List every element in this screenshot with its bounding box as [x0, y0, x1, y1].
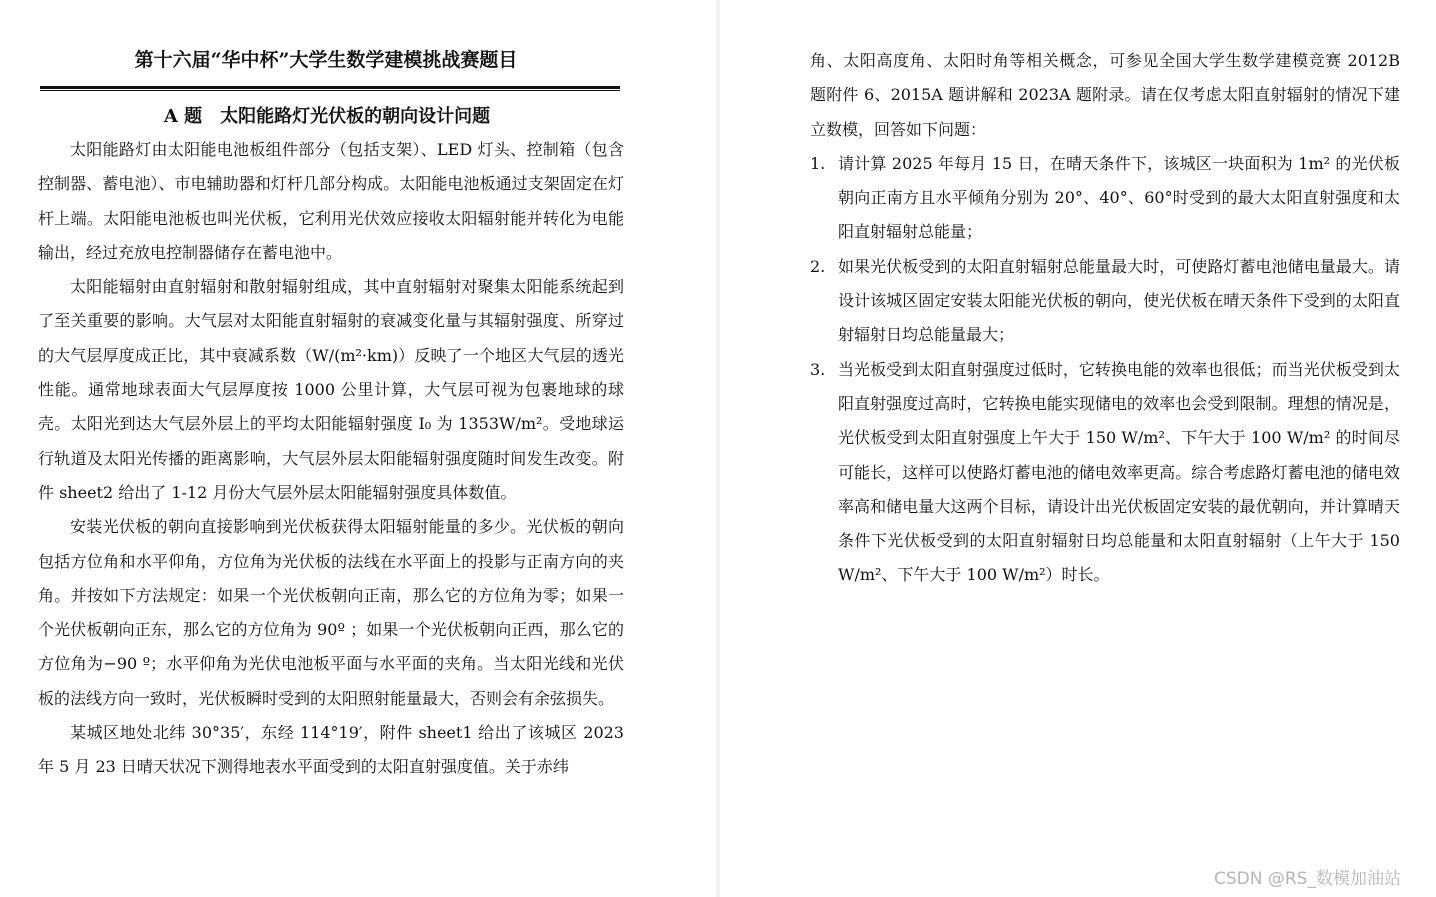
question-item [810, 250, 1400, 353]
question-number: 3. [810, 359, 826, 379]
contest-title: 第十六届“华中杯”大学生数学建模挑战赛题目 [134, 49, 518, 71]
paragraph-intro: 太阳能路灯由太阳能电池板组件部分（包括支架）、LED 灯头、控制箱（包含控制器、蓄电池）、市电辅助器和灯杆几部分构成。太阳能电池板通过支架固定在灯杆上端。太阳能电池板也叫光伏板，它利用光伏效应接收太阳辐射能并转化为电能输出，经过充放电控制器储存在蓄电池中。 [38, 140, 624, 262]
question-item [810, 147, 1400, 250]
left-page [38, 46, 624, 785]
question-number: 2. [810, 256, 826, 276]
right-page [810, 44, 1400, 593]
page-divider [716, 0, 720, 897]
problem-title: A 题 太阳能路灯光伏板的朝向设计问题 [163, 106, 491, 127]
question-list [810, 147, 1400, 593]
watermark: CSDN @RS_数模加油站 [1214, 869, 1401, 889]
question-number: 1. [810, 153, 826, 173]
question-item [810, 353, 1400, 593]
question-text: 如果光伏板受到的太阳直射辐射总能量最大时，可使路灯蓄电池储电量最大。请设计该城区固定安装太阳能光伏板的朝向，使光伏板在晴天条件下受到的太阳直射辐射日均总能量最大； [838, 256, 1400, 345]
paragraph-location: 某城区地处北纬 30°35′，东经 114°19′，附件 sheet1 给出了该城区 2023 年 5 月 23 日晴天状况下测得地表水平面受到的太阳直射强度值。关于赤纬 [38, 723, 624, 777]
paragraph-continued: 角、太阳高度角、太阳时角等相关概念，可参见全国大学生数学建模竞赛 2012B 题附件 6、2015A 题讲解和 2023A 题附录。请在仅考虑太阳直射辐射的情况下建立数模，回答如下问题： [810, 51, 1400, 139]
title-rule [40, 86, 620, 91]
paragraph-radiation: 太阳能辐射由直射辐射和散射辐射组成，其中直射辐射对聚集太阳能系统起到了至关重要的影响。大气层对太阳能直射辐射的衰减变化量与其辐射强度、所穿过的大气层厚度成正比，其中衰减系数（W/(m²·km)）反映了一个地区大气层的透光性能。通常地球表面大气层厚度按 1000 公里计算，大气层可视为包裹地球的球壳。太阳光到达大气层外层上的平均太阳能辐射强度 I₀ 为 1353W/m²。受地球运行轨道及太阳光传播的距离影响，大气层外层太阳能辐射强度随时间发生改变。附件 sheet2 给出了 1-12 月份大气层外层太阳能辐射强度具体数值。 [38, 277, 624, 502]
paragraph-orientation: 安装光伏板的朝向直接影响到光伏板获得太阳辐射能量的多少。光伏板的朝向包括方位角和水平仰角，方位角为光伏板的法线在水平面上的投影与正南方向的夹角。并按如下方法规定：如果一个光伏板朝向正南，那么它的方位角为零；如果一个光伏板朝向正东，那么它的方位角为 90º ；如果一个光伏板朝向正西，那么它的方位角为−90 º；水平仰角为光伏电池板平面与水平面的夹角。当太阳光线和光伏板的法线方向一致时，光伏板瞬时受到的太阳照射能量最大，否则会有余弦损失。 [38, 517, 624, 708]
question-text: 请计算 2025 年每月 15 日，在晴天条件下，该城区一块面积为 1m² 的光伏板朝向正南方且水平倾角分别为 20°、40°、60°时受到的最大太阳直射强度和太阳直射辐射总能量； [838, 153, 1400, 242]
question-text: 当光板受到太阳直射强度过低时，它转换电能的效率也很低；而当光伏板受到太阳直射强度过高时，它转换电能实现储电的效率也会受到限制。理想的情况是，光伏板受到太阳直射强度上午大于 150 W/m²、下午大于 100 W/m² 的时间尽可能长，这样可以使路灯蓄电池的储电效率更高。综合考虑路灯蓄电池的储电效率高和储电量大这两个目标，请设计出光伏板固定安装的最优朝向，并计算晴天条件下光伏板受到的太阳直射辐射日均总能量和太阳直射辐射（上午大于 150 W/m²、下午大于 100 W/m²）时长。 [838, 359, 1400, 585]
